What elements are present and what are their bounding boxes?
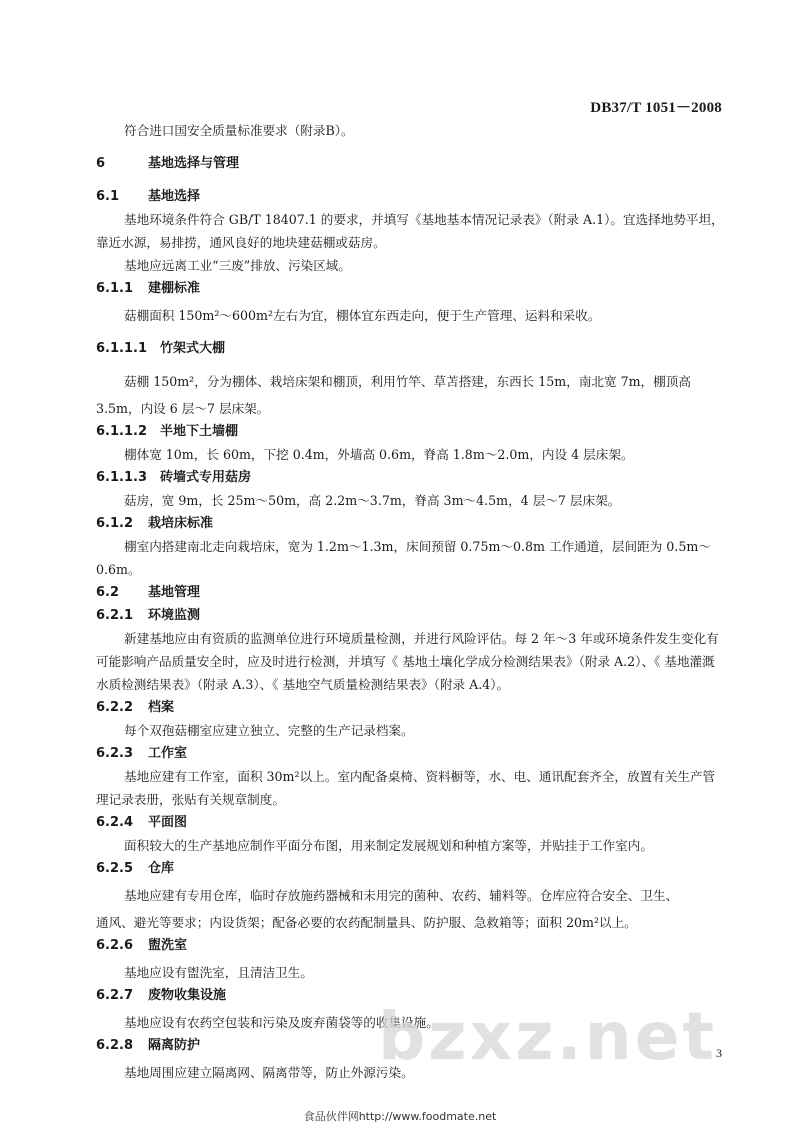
- paragraph: 基地周围应建立隔离网、隔离带等，防止外源污染。: [124, 1065, 414, 1080]
- section-heading: [96, 934, 724, 957]
- section-heading: [96, 420, 724, 443]
- paragraph: 棚体宽 10m，长 60m，下挖 0.4m，外墙高 0.6m，脊高 1.8m～2.0m，内设 4 层床架。: [124, 447, 634, 462]
- section-number: 6.2.3: [96, 746, 134, 761]
- paragraph: 菇棚面积 150m²～600m²左右为宜，棚体宜东西走向，便于生产管理、运料和采收。: [124, 308, 601, 323]
- section-number: 6.1.1.1: [96, 341, 147, 356]
- section-title: 档案: [148, 700, 175, 715]
- section-heading: [96, 604, 724, 627]
- section-heading: [96, 742, 724, 765]
- page-number: 3: [716, 1046, 722, 1060]
- document-body: [96, 119, 724, 1084]
- section-title: 半地下土墙棚: [160, 424, 239, 439]
- paragraph: 基地应远离工业“三废”排放、污染区域。: [124, 258, 351, 273]
- section-heading: [96, 696, 724, 719]
- section-number: 6.1.2: [96, 516, 134, 531]
- section-number: 6: [96, 156, 106, 171]
- section-heading: [96, 811, 724, 834]
- section-number: 6.2.2: [96, 700, 134, 715]
- section-heading: [96, 466, 724, 489]
- spacer: [96, 360, 724, 370]
- section-number: 6.2.8: [96, 1038, 134, 1053]
- section-heading: [96, 581, 724, 604]
- watermark: bzxz.net: [378, 998, 718, 1075]
- paragraph: 基地应设有农药空包装和污染及废弃菌袋等的收集设施。: [124, 1015, 439, 1030]
- section-title: 仓库: [148, 861, 175, 876]
- section-title: 工作室: [148, 746, 188, 761]
- section-number: 6.2: [96, 585, 120, 600]
- paragraph: 基地应建有工作室，面积 30m²以上。室内配备桌椅、资料橱等，水、电、通讯配套齐全，放置有关生产管理记录表册，张贴有关规章制度。: [96, 769, 716, 807]
- paragraph: 菇棚 150m²，分为棚体、栽培床架和棚顶，利用竹竿、草苫搭建，东西长 15m，南北宽 7m，棚顶高: [124, 374, 691, 389]
- section-number: 6.2.7: [96, 988, 134, 1003]
- section-number: 6.2.1: [96, 608, 134, 623]
- section-number: 6.1.1.3: [96, 470, 147, 485]
- section-title: 基地管理: [148, 585, 201, 600]
- spacer: [96, 327, 724, 337]
- section-number: 6.2.5: [96, 861, 134, 876]
- paragraph: 3.5m，内设 6 层～7 层床架。: [96, 401, 270, 416]
- paragraph: 棚室内搭建南北走向栽培床，宽为 1.2m～1.3m，床间预留 0.75m～0.8m 工作通道，层间距为 0.5m～0.6m。: [96, 539, 711, 577]
- spacer: [96, 175, 724, 185]
- spacer: [96, 142, 724, 152]
- section-number: 6.1.1: [96, 281, 134, 296]
- section-heading: [96, 512, 724, 535]
- section-number: 6.1.1.2: [96, 424, 147, 439]
- paragraph: 基地环境条件符合 GB/T 18407.1 的要求，并填写《基地基本情况记录表》（附录 A.1）。宜选择地势平坦，靠近水源，易排捞，通风良好的地块建菇棚或菇房。: [96, 212, 724, 250]
- section-number: 6.2.4: [96, 815, 134, 830]
- section-number: 6.2.6: [96, 938, 134, 953]
- paragraph: 通风、避光等要求；内设货架；配备必要的农药配制量具、防护服、急救箱等；面积 20m²以上。: [96, 915, 637, 930]
- section-title: 隔离防护: [148, 1038, 201, 1053]
- section-title: 基地选择: [148, 189, 201, 204]
- section-title: 平面图: [148, 815, 188, 830]
- section-title: 竹架式大棚: [160, 341, 226, 356]
- paragraph: 基地应建有专用仓库，临时存放施药器械和未用完的菌种、农药、辅料等。仓库应符合安全、卫生、: [124, 888, 679, 903]
- section-heading: [96, 152, 724, 175]
- document-code: DB37/T 1051－2008: [590, 100, 722, 116]
- paragraph: 菇房，宽 9m，长 25m～50m，高 2.2m～3.7m，脊高 3m～4.5m，4 层～7 层床架。: [124, 493, 621, 508]
- paragraph: 符合进口国安全质量标准要求（附录B）。: [124, 123, 354, 138]
- page-footer: 食品伙伴网http://www.foodmate.net: [303, 1110, 497, 1123]
- paragraph: 基地应设有盥洗室，且清洁卫生。: [124, 965, 313, 980]
- section-number: 6.1: [96, 189, 120, 204]
- section-title: 环境监测: [148, 608, 201, 623]
- section-heading: [96, 277, 724, 300]
- paragraph: 新建基地应由有资质的监测单位进行环境质量检测，并进行风险评估。每 2 年～3 年或环境条件发生变化有可能影响产品质量安全时，应及时进行检测，并填写《 基地土壤化学成分检测结果表》（附录 A.2）、《 基地灌溉水质检测结果表》（附录 A.3）、《 基地空气质量检测结果表》（附录 A.4）。: [96, 631, 719, 692]
- section-title: 盥洗室: [148, 938, 188, 953]
- paragraph: 每个双孢菇棚室应建立独立、完整的生产记录档案。: [124, 723, 414, 738]
- section-title: 废物收集设施: [148, 988, 227, 1003]
- section-heading: [96, 857, 724, 880]
- section-title: 建棚标准: [148, 281, 201, 296]
- paragraph: 面积较大的生产基地应制作平面分布图，用来制定发展规划和种植方案等，并贴挂于工作室内。: [124, 838, 653, 853]
- section-heading: [96, 337, 724, 360]
- section-title: 栽培床标准: [148, 516, 214, 531]
- section-title: 砖墙式专用菇房: [160, 470, 252, 485]
- section-title: 基地选择与管理: [148, 156, 240, 171]
- section-heading: [96, 185, 724, 208]
